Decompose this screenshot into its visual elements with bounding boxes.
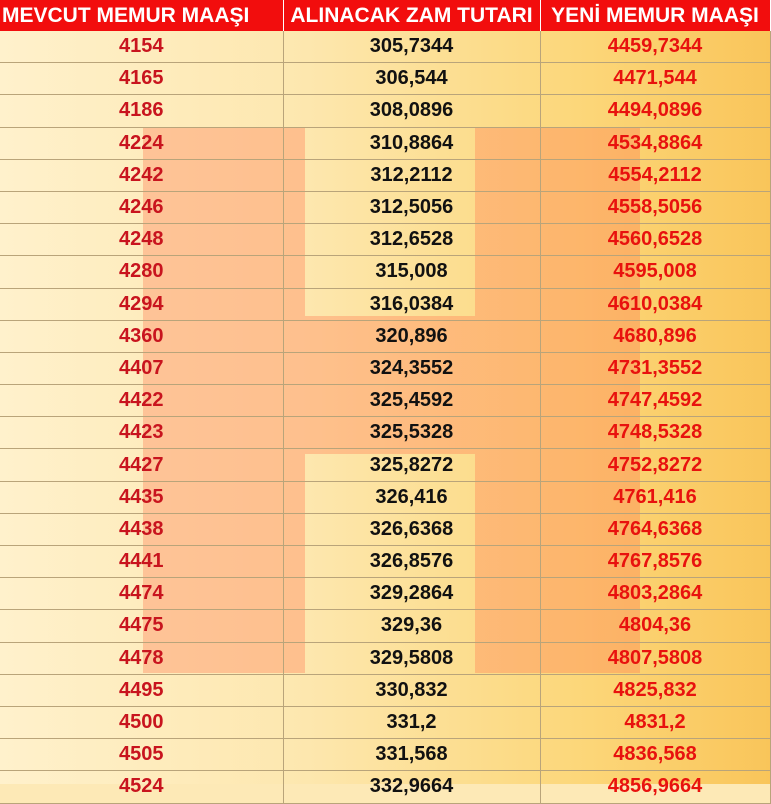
table-row: [0, 159, 770, 191]
raise-amount-cell: 326,8576: [283, 546, 540, 578]
table-row: [0, 95, 770, 127]
current-salary-cell: 4422: [0, 385, 283, 417]
current-salary-cell: 4360: [0, 320, 283, 352]
raise-amount-cell: 308,0896: [283, 95, 540, 127]
raise-amount-cell: 325,8272: [283, 449, 540, 481]
table-row: [0, 771, 770, 803]
current-salary-cell: 4475: [0, 610, 283, 642]
new-salary-cell: 4471,544: [540, 63, 770, 95]
raise-amount-cell: 312,5056: [283, 191, 540, 223]
header-current-salary: MEVCUT MEMUR MAAŞI: [0, 0, 283, 31]
current-salary-cell: 4474: [0, 578, 283, 610]
table-row: [0, 513, 770, 545]
new-salary-cell: 4558,5056: [540, 191, 770, 223]
current-salary-cell: 4524: [0, 771, 283, 803]
table-row: [0, 352, 770, 384]
raise-amount-cell: 329,2864: [283, 578, 540, 610]
raise-amount-cell: 329,5808: [283, 642, 540, 674]
new-salary-cell: 4767,8576: [540, 546, 770, 578]
new-salary-cell: 4825,832: [540, 674, 770, 706]
table-row: [0, 63, 770, 95]
raise-amount-cell: 329,36: [283, 610, 540, 642]
table-row: [0, 288, 770, 320]
new-salary-cell: 4680,896: [540, 320, 770, 352]
current-salary-cell: 4280: [0, 256, 283, 288]
raise-amount-cell: 306,544: [283, 63, 540, 95]
current-salary-cell: 4435: [0, 481, 283, 513]
new-salary-cell: 4836,568: [540, 739, 770, 771]
current-salary-cell: 4246: [0, 191, 283, 223]
current-salary-cell: 4438: [0, 513, 283, 545]
raise-amount-cell: 315,008: [283, 256, 540, 288]
current-salary-cell: 4495: [0, 674, 283, 706]
new-salary-cell: 4459,7344: [540, 31, 770, 63]
table-row: [0, 127, 770, 159]
new-salary-cell: 4534,8864: [540, 127, 770, 159]
new-salary-cell: 4747,4592: [540, 385, 770, 417]
new-salary-cell: 4807,5808: [540, 642, 770, 674]
new-salary-cell: 4595,008: [540, 256, 770, 288]
current-salary-cell: 4154: [0, 31, 283, 63]
raise-amount-cell: 330,832: [283, 674, 540, 706]
new-salary-cell: 4494,0896: [540, 95, 770, 127]
raise-amount-cell: 331,2: [283, 706, 540, 738]
table-row: [0, 31, 770, 63]
table-row: [0, 224, 770, 256]
raise-amount-cell: 312,2112: [283, 159, 540, 191]
current-salary-cell: 4407: [0, 352, 283, 384]
header-row: [0, 0, 770, 31]
current-salary-cell: 4423: [0, 417, 283, 449]
new-salary-cell: 4560,6528: [540, 224, 770, 256]
raise-amount-cell: 325,4592: [283, 385, 540, 417]
raise-amount-cell: 331,568: [283, 739, 540, 771]
current-salary-cell: 4505: [0, 739, 283, 771]
current-salary-cell: 4242: [0, 159, 283, 191]
current-salary-cell: 4500: [0, 706, 283, 738]
current-salary-cell: 4186: [0, 95, 283, 127]
current-salary-cell: 4224: [0, 127, 283, 159]
raise-amount-cell: 326,6368: [283, 513, 540, 545]
new-salary-cell: 4856,9664: [540, 771, 770, 803]
current-salary-cell: 4294: [0, 288, 283, 320]
current-salary-cell: 4441: [0, 546, 283, 578]
new-salary-cell: 4554,2112: [540, 159, 770, 191]
table-row: [0, 642, 770, 674]
raise-amount-cell: 332,9664: [283, 771, 540, 803]
raise-amount-cell: 310,8864: [283, 127, 540, 159]
table-row: [0, 706, 770, 738]
raise-amount-cell: 312,6528: [283, 224, 540, 256]
raise-amount-cell: 325,5328: [283, 417, 540, 449]
new-salary-cell: 4804,36: [540, 610, 770, 642]
table-row: [0, 546, 770, 578]
new-salary-cell: 4761,416: [540, 481, 770, 513]
new-salary-cell: 4803,2864: [540, 578, 770, 610]
current-salary-cell: 4165: [0, 63, 283, 95]
new-salary-cell: 4731,3552: [540, 352, 770, 384]
raise-amount-cell: 326,416: [283, 481, 540, 513]
table-row: [0, 578, 770, 610]
new-salary-cell: 4752,8272: [540, 449, 770, 481]
table-row: [0, 417, 770, 449]
header-raise-amount: ALINACAK ZAM TUTARI: [283, 0, 540, 31]
table-row: [0, 385, 770, 417]
table-row: [0, 191, 770, 223]
new-salary-cell: 4764,6368: [540, 513, 770, 545]
table-row: [0, 610, 770, 642]
current-salary-cell: 4427: [0, 449, 283, 481]
header-new-salary: YENİ MEMUR MAAŞI: [540, 0, 770, 31]
new-salary-cell: 4748,5328: [540, 417, 770, 449]
raise-amount-cell: 316,0384: [283, 288, 540, 320]
raise-amount-cell: 305,7344: [283, 31, 540, 63]
new-salary-cell: 4831,2: [540, 706, 770, 738]
table-row: [0, 674, 770, 706]
table-row: [0, 256, 770, 288]
table-row: [0, 739, 770, 771]
new-salary-cell: 4610,0384: [540, 288, 770, 320]
current-salary-cell: 4478: [0, 642, 283, 674]
table-row: [0, 449, 770, 481]
raise-amount-cell: 320,896: [283, 320, 540, 352]
table-row: [0, 481, 770, 513]
raise-amount-cell: 324,3552: [283, 352, 540, 384]
table-row: [0, 320, 770, 352]
current-salary-cell: 4248: [0, 224, 283, 256]
